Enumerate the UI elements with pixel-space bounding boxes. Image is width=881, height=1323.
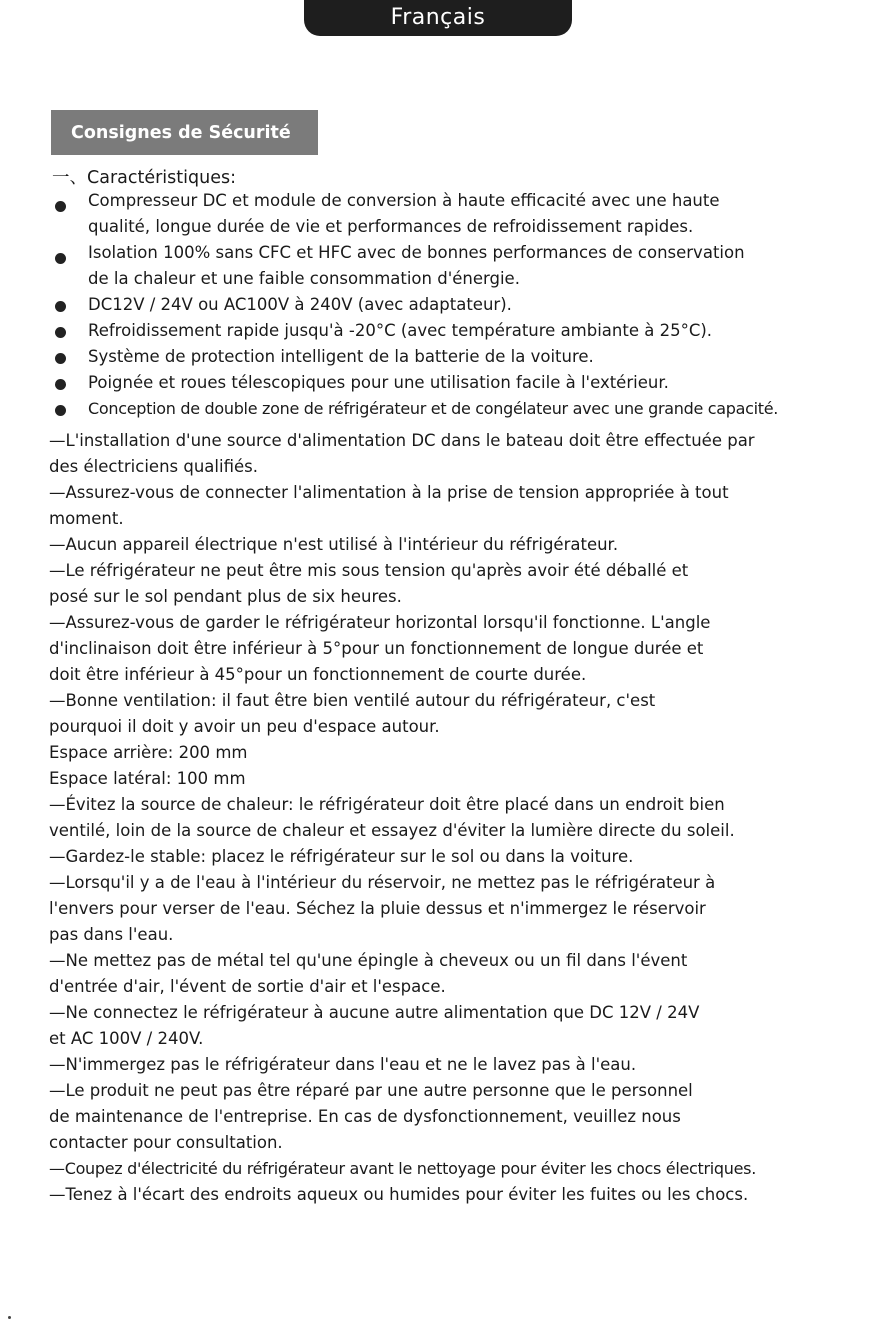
page-mark xyxy=(8,1316,11,1319)
instruction-line: Espace latéral: 100 mm xyxy=(49,769,246,788)
instruction-line: Espace arrière: 200 mm xyxy=(49,743,248,762)
bullet-icon xyxy=(55,301,66,312)
instruction-line: —Le produit ne peut pas être réparé par une autre personne que le personnel xyxy=(49,1081,693,1100)
instruction-line: —Assurez-vous de connecter l'alimentation à la prise de tension appropriée à tout xyxy=(49,483,729,502)
list-item xyxy=(51,188,881,240)
instruction-line: des électriciens qualifiés. xyxy=(49,457,258,476)
features-list xyxy=(51,188,881,422)
instruction-line: —Évitez la source de chaleur: le réfrigérateur doit être placé dans un endroit bien xyxy=(49,795,725,814)
bullet-icon xyxy=(55,379,66,390)
list-item xyxy=(51,240,881,292)
feature-line: Conception de double zone de réfrigérateur et de congélateur avec une grande capacité. xyxy=(88,399,779,418)
instruction-line: —L'installation d'une source d'alimentation DC dans le bateau doit être effectuée par xyxy=(49,431,755,450)
instruction-line: contacter pour consultation. xyxy=(49,1133,283,1152)
instruction-line: —Bonne ventilation: il faut être bien ventilé autour du réfrigérateur, c'est xyxy=(49,691,656,710)
instruction-line: d'inclinaison doit être inférieur à 5°pour un fonctionnement de longue durée et xyxy=(49,639,704,658)
bullet-icon xyxy=(55,405,66,416)
instruction-line: d'entrée d'air, l'évent de sortie d'air et l'espace. xyxy=(49,977,446,996)
instruction-line: —Lorsqu'il y a de l'eau à l'intérieur du réservoir, ne mettez pas le réfrigérateur à xyxy=(49,873,716,892)
instruction-line: posé sur le sol pendant plus de six heures. xyxy=(49,587,402,606)
feature-line: DC12V / 24V ou AC100V à 240V (avec adaptateur). xyxy=(88,295,512,314)
instruction-line: —Ne mettez pas de métal tel qu'une épingle à cheveux ou un fil dans l'évent xyxy=(49,951,688,970)
instruction-line: l'envers pour verser de l'eau. Séchez la pluie dessus et n'immergez le réservoir xyxy=(49,899,706,918)
feature-line: Poignée et roues télescopiques pour une utilisation facile à l'extérieur. xyxy=(88,373,669,392)
feature-line: qualité, longue durée de vie et performances de refroidissement rapides. xyxy=(88,217,694,236)
feature-line: Compresseur DC et module de conversion à haute efficacité avec une haute xyxy=(88,191,720,210)
bullet-icon xyxy=(55,253,66,264)
instruction-line: pas dans l'eau. xyxy=(49,925,174,944)
instruction-line: moment. xyxy=(49,509,124,528)
bullet-icon xyxy=(55,201,66,212)
feature-line: Refroidissement rapide jusqu'à -20°C (avec température ambiante à 25°C). xyxy=(88,321,713,340)
instruction-line: —Aucun appareil électrique n'est utilisé à l'intérieur du réfrigérateur. xyxy=(49,535,619,554)
instruction-line: —N'immergez pas le réfrigérateur dans l'eau et ne le lavez pas à l'eau. xyxy=(49,1055,637,1074)
list-item xyxy=(51,292,881,318)
list-item xyxy=(51,370,881,396)
instruction-line: —Assurez-vous de garder le réfrigérateur horizontal lorsqu'il fonctionne. L'angle xyxy=(49,613,711,632)
features-heading: 一、Caractéristiques: xyxy=(52,168,236,188)
list-item xyxy=(51,396,881,422)
instruction-line: pourquoi il doit y avoir un peu d'espace autour. xyxy=(49,717,440,736)
instruction-line: —Tenez à l'écart des endroits aqueux ou humides pour éviter les fuites ou les chocs. xyxy=(49,1185,749,1204)
instruction-line: —Le réfrigérateur ne peut être mis sous tension qu'après avoir été déballé et xyxy=(49,561,689,580)
instruction-line: ventilé, loin de la source de chaleur et essayez d'éviter la lumière directe du soleil. xyxy=(49,821,735,840)
list-item xyxy=(51,318,881,344)
section-title: Consignes de Sécurité xyxy=(51,110,318,155)
safety-instructions xyxy=(49,428,879,1208)
language-tab: Français xyxy=(304,0,572,36)
feature-line: Système de protection intelligent de la batterie de la voiture. xyxy=(88,347,594,366)
list-item xyxy=(51,344,881,370)
bullet-icon xyxy=(55,353,66,364)
feature-line: de la chaleur et une faible consommation d'énergie. xyxy=(88,269,520,288)
instruction-line: —Coupez d'électricité du réfrigérateur avant le nettoyage pour éviter les chocs électriques. xyxy=(49,1159,756,1178)
instruction-line: —Ne connectez le réfrigérateur à aucune autre alimentation que DC 12V / 24V xyxy=(49,1003,700,1022)
feature-line: Isolation 100% sans CFC et HFC avec de bonnes performances de conservation xyxy=(88,243,745,262)
instruction-line: doit être inférieur à 45°pour un fonctionnement de courte durée. xyxy=(49,665,587,684)
bullet-icon xyxy=(55,327,66,338)
instruction-line: et AC 100V / 240V. xyxy=(49,1029,204,1048)
instruction-line: —Gardez-le stable: placez le réfrigérateur sur le sol ou dans la voiture. xyxy=(49,847,634,866)
instruction-line: de maintenance de l'entreprise. En cas de dysfonctionnement, veuillez nous xyxy=(49,1107,681,1126)
